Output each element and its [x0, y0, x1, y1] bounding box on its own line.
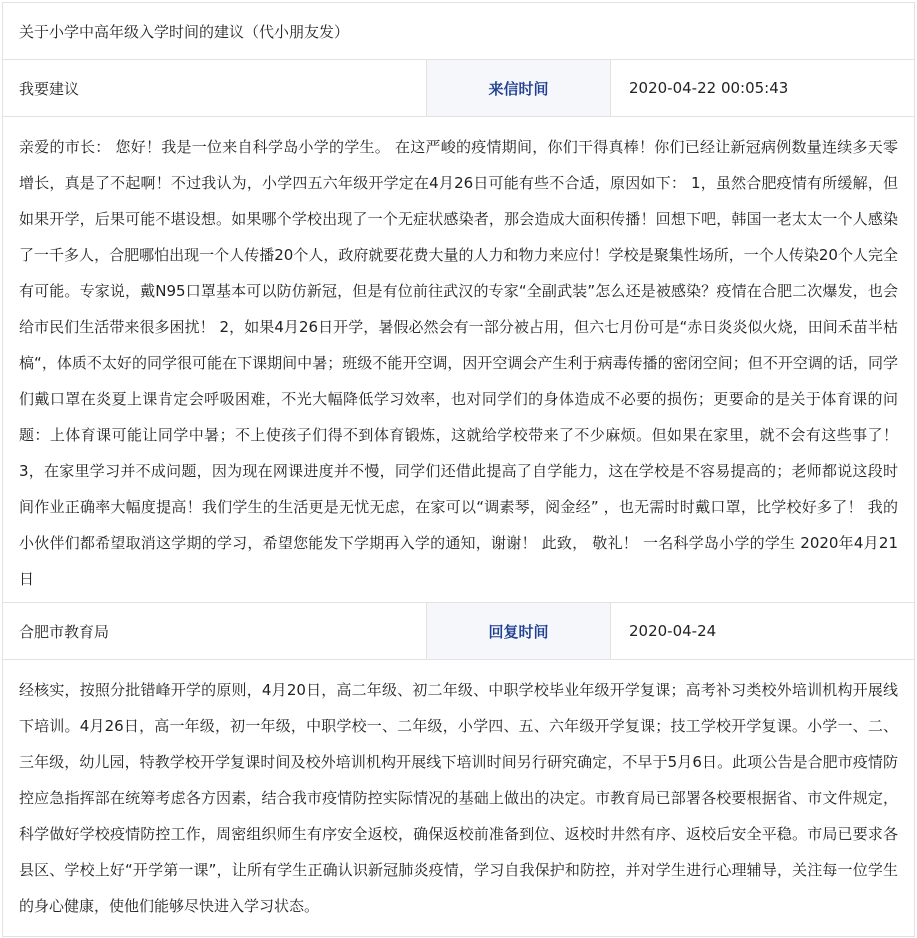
reply-content-row	[3, 660, 914, 936]
letter-table	[2, 2, 915, 937]
letter-title: 关于小学中高年级入学时间的建议（代小朋友发）	[19, 22, 350, 41]
letter-content-row	[3, 117, 914, 603]
reply-time-label: 回复时间	[427, 603, 611, 659]
reply-meta-row	[3, 603, 914, 660]
reply-time-value: 2020-04-24	[629, 622, 717, 640]
sent-time-label: 来信时间	[427, 60, 611, 116]
letter-content: 亲爱的市长： 您好！我是一位来自科学岛小学的学生。 在这严峻的疫情期间，你们干得真棒！你们已经让新冠病例数量连续多天零增长，真是了不起啊！不过我认为，小学四五六年级开学定在4月26日可能有些不合适，原因如下： 1，虽然合肥疫情有所缓解，但如果开学，后果可能不堪设想。如果哪个学校出现了一个无症状感染者，那会造成大面积传播！回想下吧，韩国一老太太一个人感染了一千多人，合肥哪怕出现一个人传播20个人，政府就要花费大量的人力和物力来应付！学校是聚集性场所，一个人传染20个人完全有可能。专家说，戴N95口罩基本可以防仿新冠，但是有位前往武汉的专家“全副武装”怎么还是被感染？疫情在合肥二次爆发，也会给市民们生活带来很多困扰！ 2，如果4月26日开学，暑假必然会有一部分被占用，但六七月份可是“赤日炎炎似火烧，田间禾苗半枯槁“，体质不太好的同学很可能在下课期间中暑；班级不能开空调，因开空调会产生利于病毒传播的密闭空间；但不开空调的话，同学们戴口罩在炎夏上课肯定会呼吸困难，不光大幅降低学习效率，也对同学们的身体造成不必要的损伤；更要命的是关于体育课的问题：上体育课可能让同学中暑；不上使孩子们得不到体育锻炼，这就给学校带来了不少麻烦。但如果在家里，就不会有这些事了！ 3，在家里学习并不成问题，因为现在网课进度并不慢，同学们还借此提高了自学能力，这在学校是不容易提高的；老师都说这段时间作业正确率大幅度提高！我们学生的生活更是无忧无虑，在家可以“调素琴，阅金经” ，也无需时时戴口罩，比学校好多了！ 我的小伙伴们都希望取消这学期的学习，希望您能发下学期再入学的通知，谢谢！ 此致， 敬礼！ 一名科学岛小学的学生 2020年4月21日	[19, 138, 898, 588]
reply-content: 经核实，按照分批错峰开学的原则，4月20日，高二年级、初二年级、中职学校毕业年级开学复课；高考补习类校外培训机构开展线下培训。4月26日，高一年级，初一年级，中职学校一、二年级，小学四、五、六年级开学复课；技工学校开学复课。小学一、二、三年级，幼儿园，特教学校开学复课时间及校外培训机构开展线下培训时间另行研究确定，不早于5月6日。此项公告是合肥市疫情防控应急指挥部在统筹考虑各方因素，结合我市疫情防控实际情况的基础上做出的决定。市教育局已部署各校要根据省、市文件规定，科学做好学校疫情防控工作，周密组织师生有序安全返校，确保返校前准备到位、返校时井然有序、返校后安全平稳。市局已要求各县区、学校上好“开学第一课”，让所有学生正确认识新冠肺炎疫情，学习自我保护和防控，并对学生进行心理辅导，关注每一位学生的身心健康，使他们能够尽快进入学习状态。	[19, 681, 898, 915]
title-row	[3, 3, 914, 60]
letter-meta-row	[3, 60, 914, 117]
sent-time-value: 2020-04-22 00:05:43	[629, 79, 789, 97]
letter-category: 我要建议	[3, 60, 427, 116]
reply-department: 合肥市教育局	[3, 603, 427, 659]
